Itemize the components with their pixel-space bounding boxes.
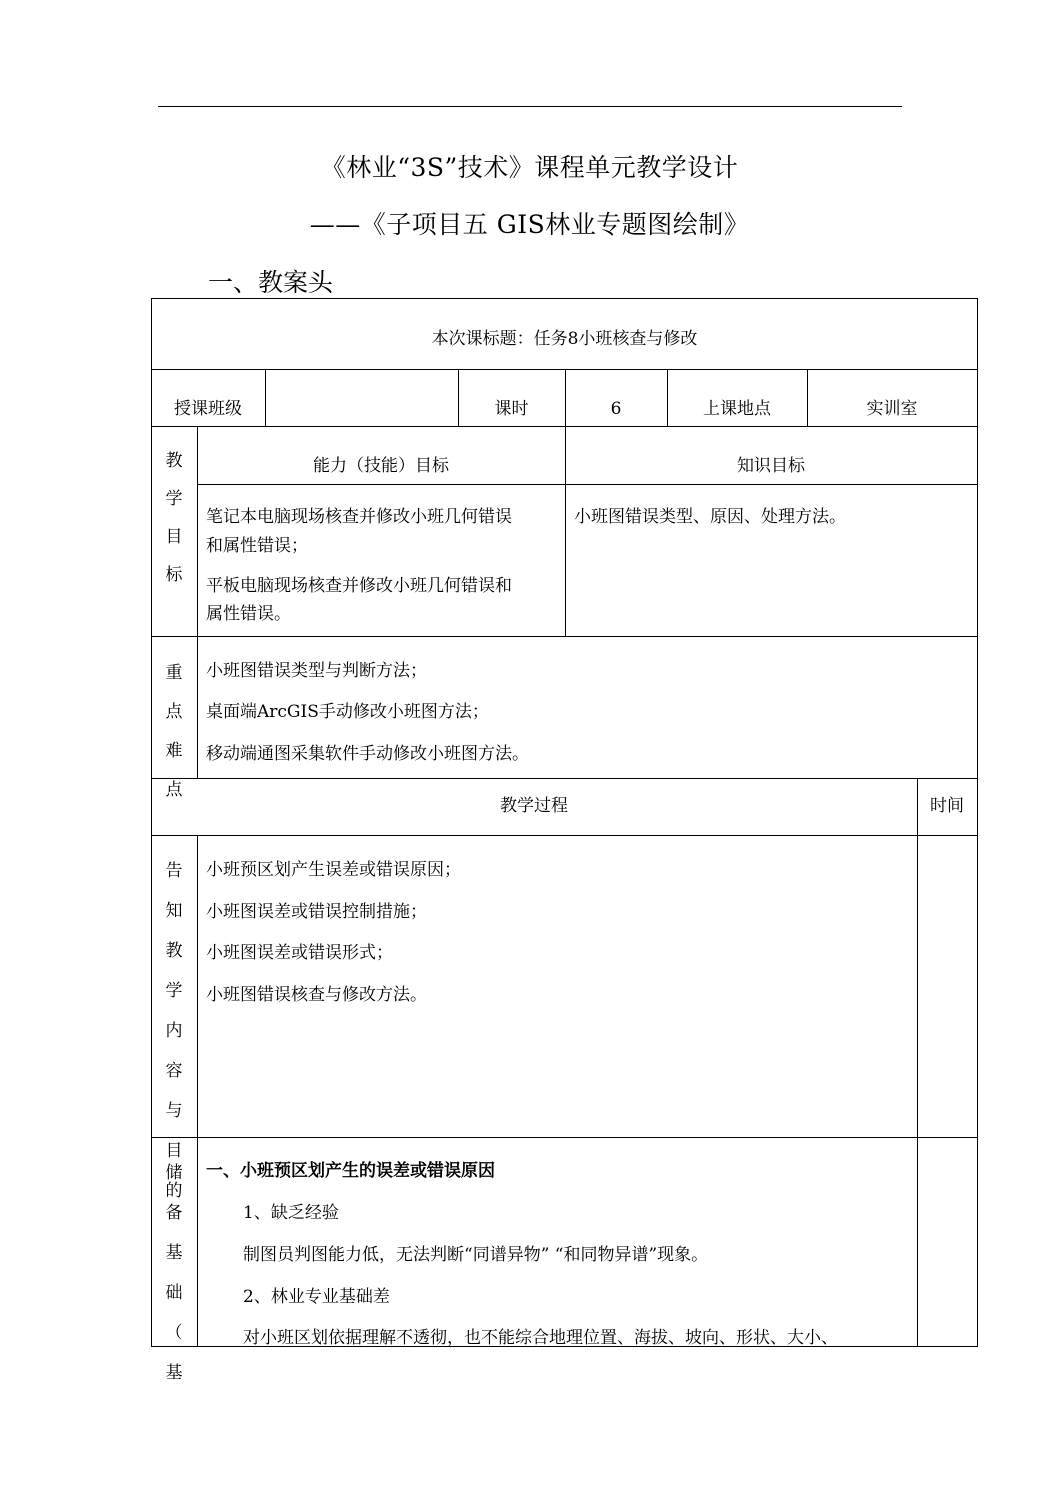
header-rule bbox=[158, 106, 902, 107]
inform-line: 小班图错误核查与修改方法。 bbox=[206, 985, 427, 1005]
key-point-line: 移动端通图采集软件手动修改小班图方法。 bbox=[206, 744, 529, 764]
base-line: 2、林业专业基础差 bbox=[243, 1287, 390, 1307]
knowledge-goal-header: 知识目标 bbox=[737, 456, 805, 476]
class-label: 授课班级 bbox=[174, 399, 242, 419]
ability-line: 平板电脑现场核查并修改小班几何错误和 bbox=[206, 576, 512, 596]
goals-side-label: 教 学 目 标 bbox=[165, 451, 183, 585]
document-subtitle: ——《子项目五 GIS林业专题图绘制》 bbox=[309, 210, 750, 239]
location-label: 上课地点 bbox=[703, 399, 771, 419]
lesson-topic: 本次课标题：任务8小班核查与修改 bbox=[431, 329, 698, 349]
ability-line: 和属性错误； bbox=[206, 536, 308, 556]
ability-line: 笔记本电脑现场核查并修改小班几何错误 bbox=[206, 507, 512, 527]
section-heading: 一、教案头 bbox=[208, 268, 334, 297]
base-line: 制图员判图能力低，无法判断“同谱异物” “和同物异谱”现象。 bbox=[243, 1245, 709, 1265]
inform-side-label: 告 知 教 学 内 容 与 目 的 bbox=[165, 861, 183, 1201]
key-point-line: 小班图错误类型与判断方法； bbox=[206, 661, 427, 681]
location-value: 实训室 bbox=[866, 399, 918, 419]
document-title: 《林业“3S”技术》课程单元教学设计 bbox=[320, 153, 739, 182]
key-points-side-label: 重 点 难 点 bbox=[165, 663, 183, 800]
process-header: 教学过程 bbox=[500, 796, 568, 816]
key-point-line: 桌面端ArcGIS手动修改小班图方法； bbox=[206, 702, 489, 722]
base-heading: 一、小班预区划产生的误差或错误原因 bbox=[206, 1161, 495, 1181]
ability-goal-header: 能力（技能）目标 bbox=[313, 456, 449, 476]
time-header: 时间 bbox=[930, 796, 964, 816]
base-line: 1、缺乏经验 bbox=[243, 1203, 339, 1223]
inform-line: 小班预区划产生误差或错误原因； bbox=[206, 860, 461, 880]
base-side-label: 储 备 基 础 （ 基 bbox=[165, 1163, 183, 1383]
inform-line: 小班图误差或错误形式； bbox=[206, 943, 393, 963]
ability-line: 属性错误。 bbox=[206, 604, 291, 624]
hours-label: 课时 bbox=[494, 399, 529, 419]
knowledge-line: 小班图错误类型、原因、处理方法。 bbox=[574, 507, 846, 527]
base-line: 对小班区划依据理解不透彻，也不能综合地理位置、海拔、坡向、形状、大小、 bbox=[243, 1328, 838, 1348]
inform-line: 小班图误差或错误控制措施； bbox=[206, 902, 427, 922]
hours-value: 6 bbox=[610, 399, 622, 419]
